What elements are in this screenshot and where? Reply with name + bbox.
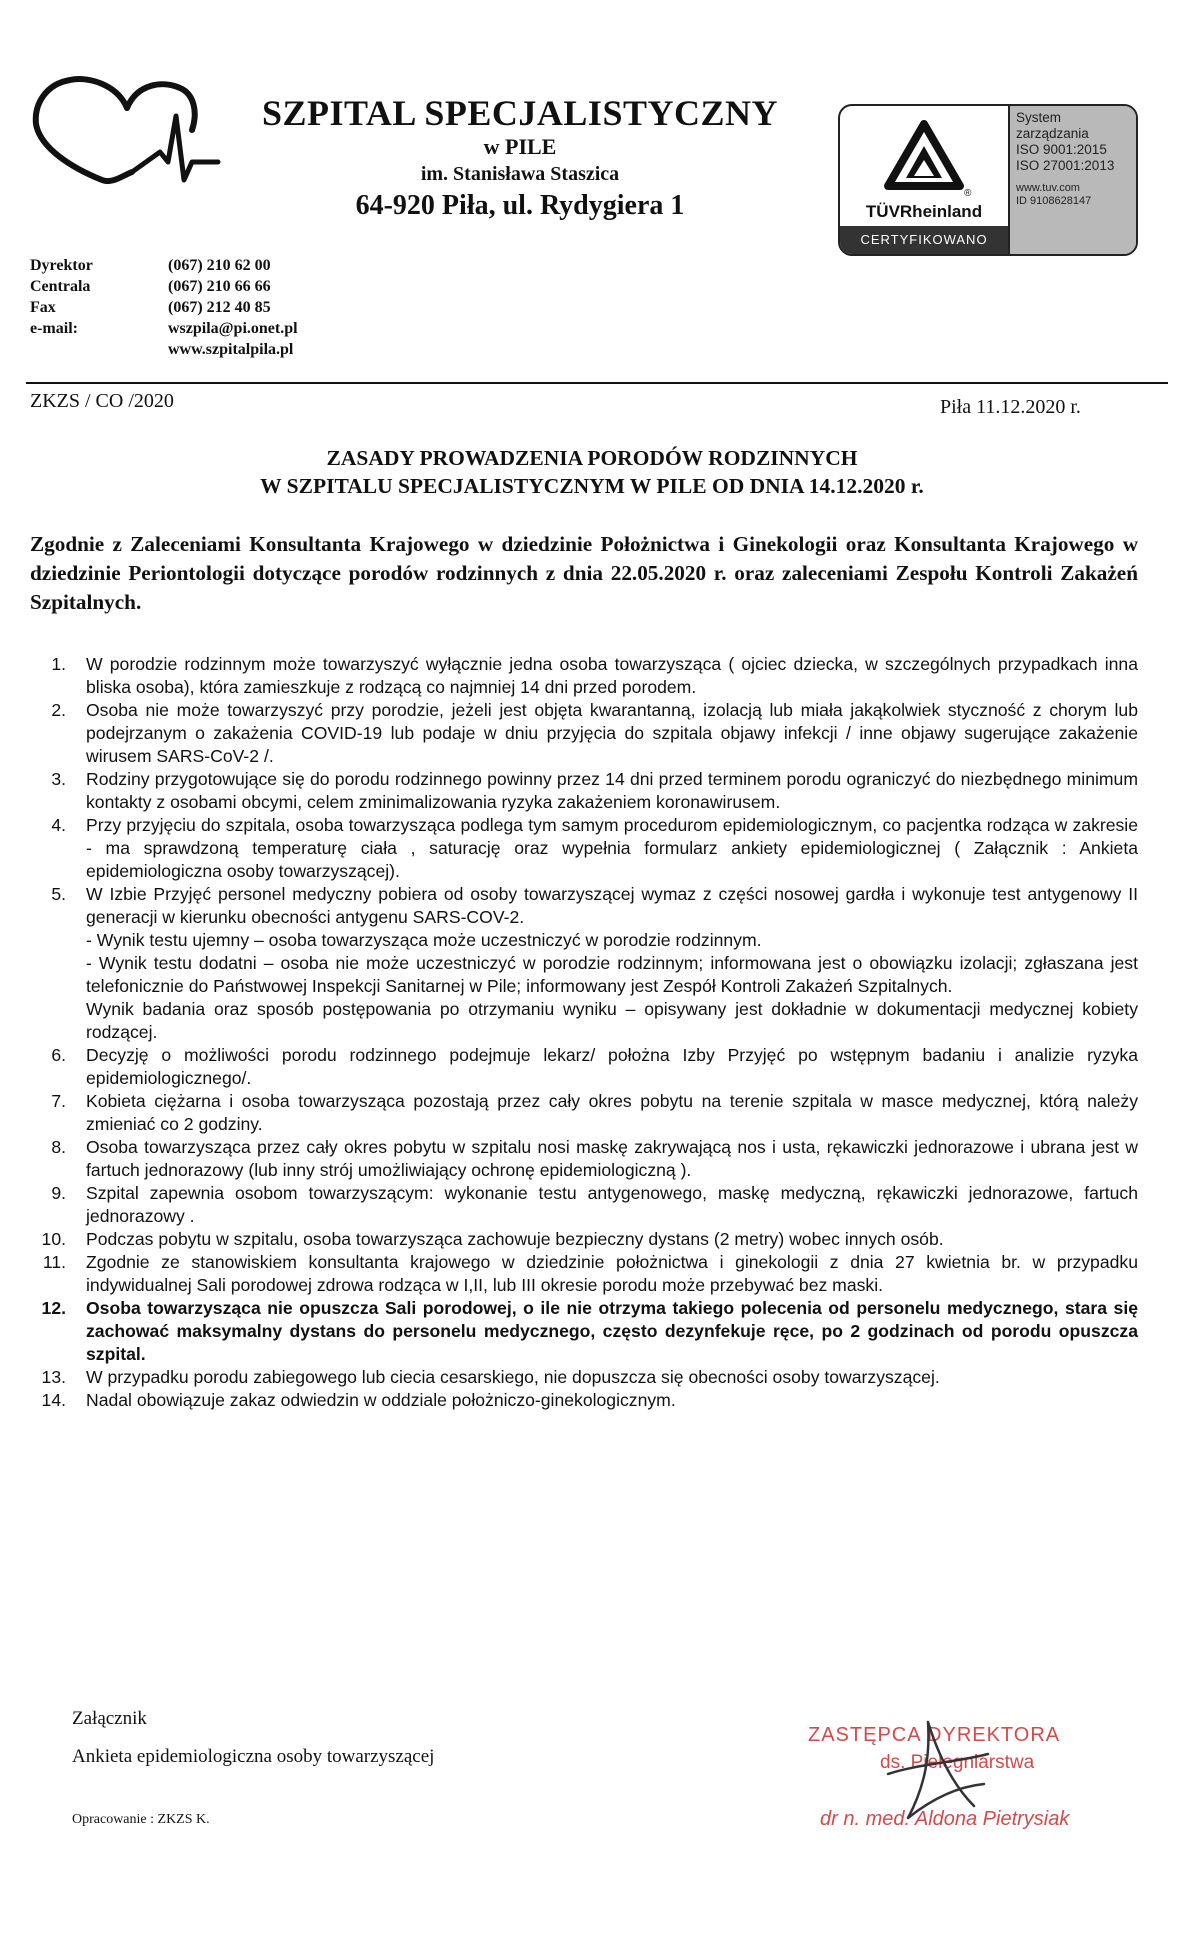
tuv-brand: TÜVRheinland <box>865 202 983 221</box>
certified-band: CERTYFIKOWANO <box>840 226 1008 254</box>
attachment-name: Ankieta epidemiologiczna osoby towarzyszącej <box>72 1746 435 1767</box>
intro-paragraph: Zgodnie z Zaleceniami Konsultanta Krajowego w dziedzinie Położnictwa i Ginekologii oraz Konsultanta Krajowego w dziedzinie Periontologii dotyczące porodów rodzinnych z dnia 22.05.2020 r. oraz zaleceniami Zespołu Kontroli Zakażeń Szpitalnych. <box>30 532 1138 614</box>
stamp-title: ZASTĘPCA DYREKTORA <box>808 1724 1061 1746</box>
hospital-address: 64-920 Piła, ul. Rydygiera 1 <box>355 190 685 221</box>
item-number: 12. <box>41 1298 66 1318</box>
document-reference: ZKZS / CO /2020 <box>30 390 174 412</box>
item-text: Przy przyjęciu do szpitala, osoba towarzysząca podlega tym samym procedurom epidemiologicznym, co pacjentka rodząca w zakresie - ma sprawdzoną temperaturę ciała , saturację oraz wypełnia formularz ankiety epidemiologicznej ( Załącznik : Ankieta epidemiologiczna osoby towarzyszącej). <box>86 815 1138 881</box>
list-item <box>30 883 1138 1044</box>
hospital-logo <box>32 76 222 188</box>
tuv-logo-panel <box>840 106 1010 254</box>
item-number: 10. <box>41 1229 66 1249</box>
hospital-patron: im. Stanisława Staszica <box>420 163 620 185</box>
rules-list <box>30 653 1138 1412</box>
management-label: zarządzania <box>1016 126 1089 141</box>
item-text: Decyzję o możliwości porodu rodzinnego podejmuje lekarz/ położna Izby Przyjęć po wstępnym badaniu i analizie ryzyka epidemiologicznego/. <box>86 1045 1138 1088</box>
document-title-line2: W SZPITALU SPECJALISTYCZNYM W PILE OD DNIA 14.12.2020 r. <box>260 474 924 498</box>
list-item <box>30 653 1138 699</box>
item-text: Osoba towarzysząca nie opuszcza Sali porodowej, o ile nie otrzyma takiego polecenia od personelu medycznego, stara się zachować maksymalny dystans do personelu medycznego, często dezynfekuje ręce, po 2 godzinach od porodu opuszcza szpital. <box>86 1298 1138 1364</box>
document-title-line1: ZASADY PROWADZENIA PORODÓW RODZINNYCH <box>326 446 858 470</box>
contact-label-email: e-mail: <box>30 320 78 337</box>
item-number: 14. <box>41 1390 66 1410</box>
item-number: 8. <box>51 1137 66 1157</box>
item-number: 1. <box>51 654 66 674</box>
contact-value-website[interactable]: www.szpitalpila.pl <box>168 341 294 358</box>
contact-value-fax: (067) 212 40 85 <box>168 299 271 316</box>
list-item-emphasized <box>30 1297 1138 1366</box>
list-item <box>30 1251 1138 1297</box>
system-label: System <box>1016 110 1062 125</box>
iso-panel <box>1010 106 1136 254</box>
item-text: Zgodnie ze stanowiskiem konsultanta krajowego w dziedzinie położnictwa i ginekologii z dnia 27 kwietnia br. w przypadku indywidualnej Sali porodowej zdrowa rodząca w I,II, lub III okresie porodu może przebywać bez maski. <box>86 1252 1138 1295</box>
item-text: W porodzie rodzinnym może towarzyszyć wyłącznie jedna osoba towarzysząca ( ojciec dziecka, w szczególnych przypadkach inna bliska osoba), która zamieszkuje z rodzącą co najmniej 14 dni przed porodem. <box>86 654 1138 697</box>
list-item <box>30 1228 1138 1251</box>
contact-label-fax: Fax <box>30 299 56 316</box>
tuv-certificate-badge <box>838 104 1138 256</box>
item-text: Szpital zapewnia osobom towarzyszącym: wykonanie testu antygenowego, maskę medyczną, rękawiczki jednorazowe, fartuch jednorazowy . <box>86 1183 1138 1226</box>
prepared-by: Opracowanie : ZKZS K. <box>72 1812 210 1827</box>
list-item <box>30 699 1138 768</box>
hospital-name: SZPITAL SPECJALISTYCZNY <box>262 93 778 133</box>
hospital-city: w PILE <box>483 134 557 159</box>
list-item <box>30 814 1138 883</box>
item-number: 7. <box>51 1091 66 1111</box>
list-item <box>30 1389 1138 1412</box>
item-number: 2. <box>51 700 66 720</box>
item-number: 4. <box>51 815 66 835</box>
item-number: 6. <box>51 1045 66 1065</box>
item-text: W przypadku porodu zabiegowego lub ciecia cesarskiego, nie dopuszcza się obecności osoby towarzyszącej. <box>86 1367 940 1387</box>
list-item <box>30 1182 1138 1228</box>
attachment-label: Załącznik <box>72 1708 147 1729</box>
registered-mark: ® <box>964 188 972 199</box>
item-text: Nadal obowiązuje zakaz odwiedzin w oddziale położniczo-ginekologicznym. <box>86 1390 676 1410</box>
iso-27001: ISO 27001:2013 <box>1016 158 1115 173</box>
tuv-url: www.tuv.com <box>1016 182 1080 194</box>
place-date: Piła 11.12.2020 r. <box>940 396 1081 418</box>
item-text: Osoba nie może towarzyszyć przy porodzie, jeżeli jest objęta kwarantanną, izolacją lub miała jakąkolwiek styczność z chorym lub podejrzanym o zakażenia COVID-19 lub podaje w dniu przyjęcia do szpitala objawy infekcji / inne objawy sugerujące zakażenie wirusem SARS-CoV-2 /. <box>86 700 1138 766</box>
item-text: Kobieta ciężarna i osoba towarzysząca pozostają przez cały okres pobytu na terenie szpitala w masce medycznej, którą należy zmieniać co 2 godziny. <box>86 1091 1138 1134</box>
item-number: 5. <box>51 884 66 904</box>
list-item <box>30 768 1138 814</box>
tuv-id: ID 9108628147 <box>1016 195 1092 207</box>
item-number: 9. <box>51 1183 66 1203</box>
item-text: Rodziny przygotowujące się do porodu rodzinnego powinny przez 14 dni przed terminem porodu ograniczyć do niezbędnego minimum kontakty z osobami obcymi, celem zminimalizowania ryzyka zakażeniem koronawirusem. <box>86 769 1138 812</box>
list-item <box>30 1090 1138 1136</box>
stamp-department: ds. Pielęgniarstwa <box>880 1752 1035 1773</box>
contact-value-director: (067) 210 62 00 <box>168 257 271 274</box>
item-text: Podczas pobytu w szpitalu, osoba towarzysząca zachowuje bezpieczny dystans (2 metry) wobec innych osób. <box>86 1229 944 1249</box>
tuv-triangle-icon <box>884 120 964 190</box>
test-positive-note: - Wynik testu dodatni – osoba nie może uczestniczyć w porodzie rodzinnym; informowana jest o obowiązku izolacji; zgłaszana jest telefonicznie do Państwowej Inspekcji Sanitarnej w Pile; informowany jest Zespół Kontroli Zakażeń Szpitalnych. <box>86 953 1138 996</box>
item-number: 3. <box>51 769 66 789</box>
test-documentation-note: Wynik badania oraz sposób postępowania po otrzymaniu wyniku – opisywany jest dokładnie w dokumentacji medycznej kobiety rodzącej. <box>86 999 1138 1042</box>
test-negative-note: - Wynik testu ujemny – osoba towarzysząca może uczestniczyć w porodzie rodzinnym. <box>86 930 762 950</box>
list-item <box>30 1366 1138 1389</box>
contact-value-switchboard: (067) 210 66 66 <box>168 278 271 295</box>
contact-value-email[interactable]: wszpila@pi.onet.pl <box>168 320 298 337</box>
item-text: Osoba towarzysząca przez cały okres pobytu w szpitalu nosi maskę zakrywającą nos i usta, rękawiczki jednorazowe i ubrana jest w fartuch jednorazowy (lub inny strój umożliwiający ochronę epidemiologiczną ). <box>86 1137 1138 1180</box>
item-text: W Izbie Przyjęć personel medyczny pobiera od osoby towarzyszącej wymaz z części nosowej gardła i wykonuje test antygenowy II generacji w kierunku obecności antygenu SARS-COV-2. <box>86 884 1138 927</box>
contact-label-switchboard: Centrala <box>30 278 91 295</box>
item-number: 11. <box>42 1252 66 1272</box>
stamp-signatory: dr n. med. Aldona Pietrysiak <box>820 1808 1070 1830</box>
header-divider <box>26 382 1168 384</box>
item-number: 13. <box>41 1367 66 1387</box>
iso-9001: ISO 9001:2015 <box>1016 142 1107 157</box>
contact-label-director: Dyrektor <box>30 257 93 274</box>
list-item <box>30 1136 1138 1182</box>
list-item <box>30 1044 1138 1090</box>
